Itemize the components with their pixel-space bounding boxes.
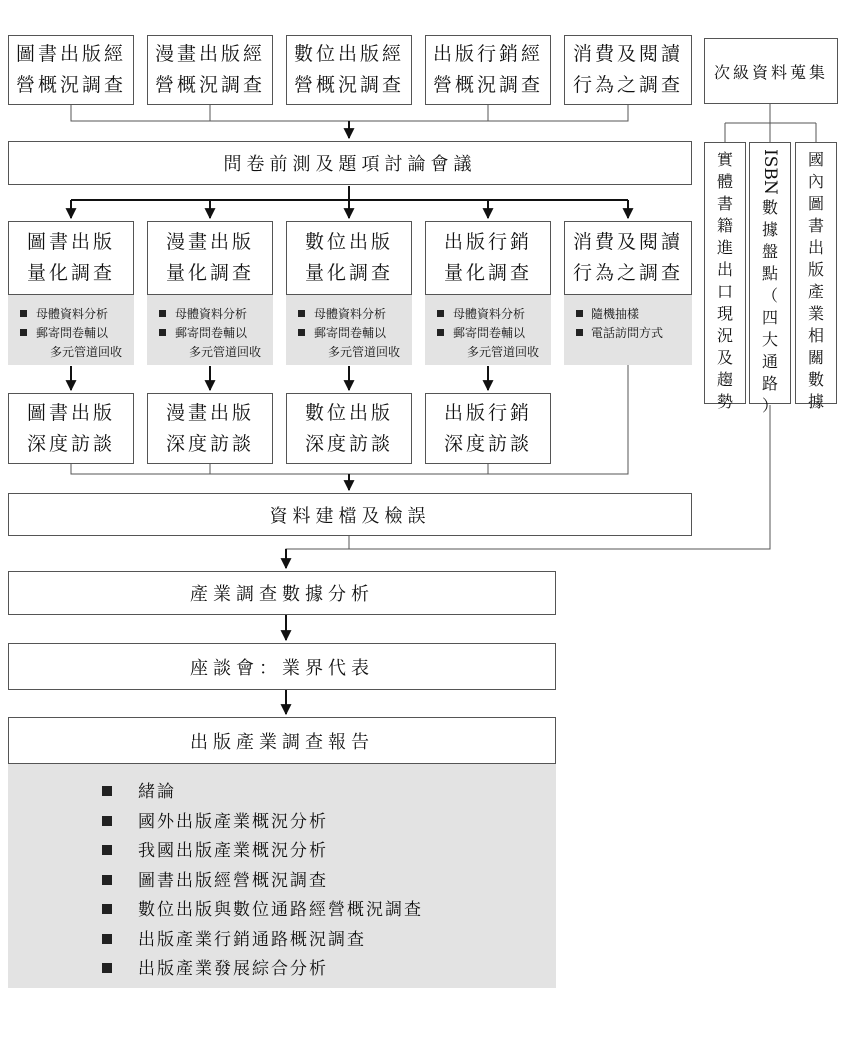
bullet-square-icon <box>102 963 112 973</box>
vchar: 關 <box>807 348 824 367</box>
bullet-square-icon <box>102 934 112 944</box>
report-chapter <box>102 778 556 808</box>
forum-box <box>8 643 556 690</box>
survey-line: 營概況調查 <box>432 74 543 96</box>
bullet-square-icon <box>102 845 112 855</box>
vchar: 出 <box>807 238 824 257</box>
secondary-data-box <box>704 38 838 104</box>
method-panel-books <box>8 295 134 365</box>
method-text: 郵寄問卷輔以 <box>453 326 526 340</box>
vchar: 通 <box>761 352 778 371</box>
secondary-data-label: 次級資料蒐集 <box>713 62 828 82</box>
data-build-box <box>8 493 692 536</box>
report-chapters-panel <box>8 764 556 988</box>
vchar: 點 <box>761 264 778 283</box>
quant-line: 出版行銷 <box>443 231 532 253</box>
report-chapter <box>102 867 556 897</box>
report-chapter <box>102 926 556 956</box>
survey-line: 營概況調查 <box>154 74 265 96</box>
vchar: ISBN <box>760 149 780 195</box>
bullet-square-icon <box>20 329 27 336</box>
quant-line: 圖書出版 <box>26 231 115 253</box>
method-panel-digital <box>286 295 412 365</box>
vchar: 勢 <box>716 392 733 411</box>
quant-box-digital <box>286 221 412 295</box>
method-text: 郵寄問卷輔以 <box>36 326 109 340</box>
interview-line: 漫畫出版 <box>165 401 254 424</box>
bullet-square-icon <box>576 329 583 336</box>
secondary-source-trade <box>704 142 746 411</box>
bullet-square-icon <box>576 310 583 317</box>
quant-box-consumer <box>564 221 692 295</box>
forum-label: 座談會：業界代表 <box>190 657 374 679</box>
report-chapter <box>102 808 556 838</box>
report-chapter-text: 出版產業發展綜合分析 <box>138 959 328 979</box>
interview-line: 深度訪談 <box>304 432 393 455</box>
pretest-meeting-box <box>8 141 692 185</box>
report-chapter <box>102 955 556 985</box>
report-title-box <box>8 717 556 764</box>
interview-line: 深度訪談 <box>443 432 532 455</box>
survey-line: 營概況調查 <box>15 74 126 96</box>
interview-line: 深度訪談 <box>26 432 115 455</box>
quant-box-books <box>8 221 134 295</box>
method-text: 母體資料分析 <box>314 307 387 321</box>
analysis-label: 產業調查數據分析 <box>190 584 374 605</box>
vchar: 數 <box>807 370 824 389</box>
bullet-square-icon <box>102 786 112 796</box>
report-chapter <box>102 837 556 867</box>
report-chapter-text: 我國出版產業概況分析 <box>138 841 328 861</box>
vchar: 趨 <box>716 370 733 389</box>
method-text: 母體資料分析 <box>175 307 248 321</box>
vchar: 書 <box>807 216 824 235</box>
vchar: 圖 <box>807 194 824 213</box>
analysis-box <box>8 571 556 615</box>
quant-line: 量化調查 <box>304 262 393 284</box>
vchar: 四 <box>761 308 778 327</box>
method-text: 多元管道回收 <box>467 345 540 359</box>
data-build-label: 資料建檔及檢誤 <box>269 505 431 527</box>
vchar: 內 <box>807 172 824 191</box>
report-chapter <box>102 896 556 926</box>
interview-box-marketing <box>425 393 551 464</box>
bullet-square-icon <box>20 310 27 317</box>
quant-line: 數位出版 <box>304 231 393 253</box>
survey-line: 圖書出版經 <box>15 43 126 65</box>
quant-box-comics <box>147 221 273 295</box>
vchar: 據 <box>761 220 778 239</box>
quant-line: 量化調查 <box>26 262 115 284</box>
survey-line: 數位出版經 <box>293 43 404 65</box>
vchar: 況 <box>716 326 733 345</box>
vchar: 業 <box>807 304 824 323</box>
vchar: 實 <box>716 150 733 169</box>
vchar: 國 <box>807 150 824 169</box>
vchar: （ <box>761 286 778 305</box>
bullet-square-icon <box>298 329 305 336</box>
secondary-source-isbn <box>749 142 791 415</box>
survey-box-digital <box>286 35 412 105</box>
quant-box-marketing <box>425 221 551 295</box>
vchar: 口 <box>716 282 733 301</box>
report-chapter-text: 緒論 <box>138 782 176 802</box>
vchar: 體 <box>716 172 733 191</box>
pretest-meeting-label: 問卷前測及題項討論會議 <box>223 154 477 175</box>
bullet-square-icon <box>159 310 166 317</box>
survey-box-marketing <box>425 35 551 105</box>
quant-line: 消費及閱讀 <box>572 231 683 253</box>
bullet-square-icon <box>102 816 112 826</box>
interview-box-digital <box>286 393 412 464</box>
method-text: 多元管道回收 <box>328 345 401 359</box>
vchar: 出 <box>716 260 733 279</box>
report-title-label: 出版產業調查報告 <box>190 731 374 753</box>
report-chapter-text: 出版產業行銷通路概況調查 <box>138 929 366 950</box>
secondary-source-domestic <box>795 142 837 411</box>
vchar: 進 <box>716 238 733 257</box>
quant-line: 行為之調查 <box>572 262 683 284</box>
interview-line: 圖書出版 <box>26 401 115 424</box>
bullet-square-icon <box>159 329 166 336</box>
method-text: 郵寄問卷輔以 <box>314 326 387 340</box>
vchar: 現 <box>716 304 733 323</box>
survey-line: 出版行銷經 <box>432 43 543 65</box>
method-text: 母體資料分析 <box>36 307 109 321</box>
report-chapter-text: 數位出版與數位通路經營概況調查 <box>138 900 423 920</box>
survey-line: 營概況調查 <box>293 74 404 96</box>
report-chapter-text: 國外出版產業概況分析 <box>138 811 328 832</box>
method-panel-consumer <box>564 295 692 365</box>
vchar: 及 <box>716 348 733 367</box>
method-text: 隨機抽樣 <box>591 307 640 321</box>
method-panel-comics <box>147 295 273 365</box>
bullet-square-icon <box>298 310 305 317</box>
interview-line: 出版行銷 <box>443 401 532 424</box>
vchar: 版 <box>807 260 824 279</box>
report-chapter-text: 圖書出版經營概況調查 <box>138 870 328 891</box>
method-text: 郵寄問卷輔以 <box>175 326 248 340</box>
survey-line: 漫畫出版經 <box>154 43 265 65</box>
quant-line: 量化調查 <box>165 262 254 284</box>
survey-line: 行為之調查 <box>572 74 683 96</box>
vchar: 相 <box>807 326 824 345</box>
method-text: 母體資料分析 <box>453 307 526 321</box>
vchar: 路 <box>761 374 778 393</box>
interview-box-comics <box>147 393 273 464</box>
survey-box-comics <box>147 35 273 105</box>
vchar: 書 <box>716 194 733 213</box>
vchar: 盤 <box>761 242 778 261</box>
method-panel-marketing <box>425 295 551 365</box>
vchar: 據 <box>807 392 824 411</box>
vchar: 數 <box>761 198 778 217</box>
vchar: 大 <box>761 330 778 349</box>
method-text: 多元管道回收 <box>189 345 262 359</box>
method-text: 多元管道回收 <box>50 345 123 359</box>
interview-box-books <box>8 393 134 464</box>
interview-line: 數位出版 <box>304 401 393 424</box>
method-text: 電話訪問方式 <box>591 326 664 340</box>
bullet-square-icon <box>102 875 112 885</box>
bullet-square-icon <box>437 329 444 336</box>
quant-line: 漫畫出版 <box>165 231 254 253</box>
quant-line: 量化調查 <box>443 262 532 284</box>
bullet-square-icon <box>102 904 112 914</box>
interview-line: 深度訪談 <box>165 432 254 455</box>
survey-box-books <box>8 35 134 105</box>
bullet-square-icon <box>437 310 444 317</box>
vchar: 產 <box>807 282 824 301</box>
survey-box-consumer <box>564 35 692 105</box>
vchar: 籍 <box>716 216 733 235</box>
survey-line: 消費及閱讀 <box>572 43 683 65</box>
vchar: ） <box>761 396 778 415</box>
